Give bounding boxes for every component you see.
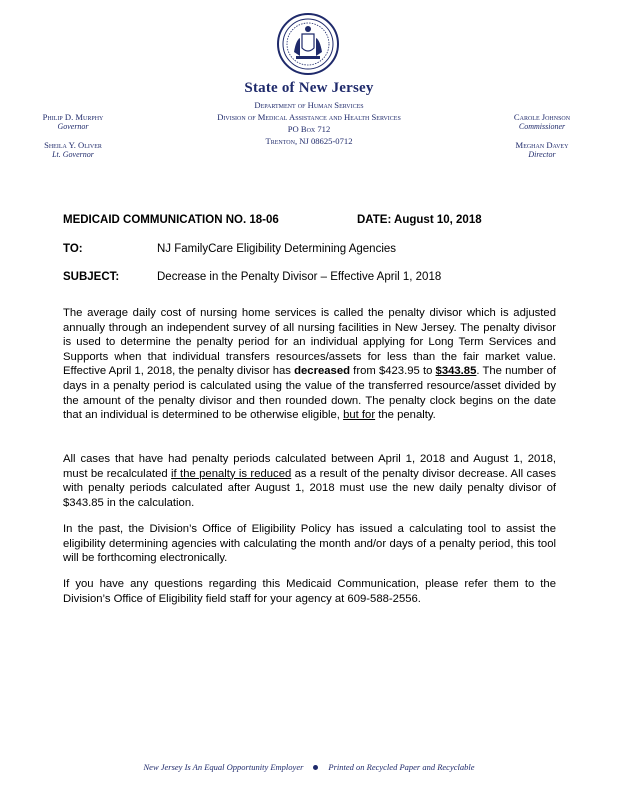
- p1-decreased: decreased: [294, 365, 351, 378]
- director-title: Director: [528, 150, 556, 159]
- paragraph-calculating-tool: In the past, the Division’s Office of Eligibility Policy has issued a calculating tool to assist the eligibility determining agencies with calculating the month and/or days of a penalty period, this tool will be forthcoming electronically.: [63, 523, 556, 565]
- to-value: NJ FamilyCare Eligibility Determining Agencies: [157, 243, 397, 255]
- division-name: Division of Medical Assistance and Health Services: [217, 112, 401, 122]
- paragraph-questions: If you have any questions regarding this Medicaid Communication, please refer them to the Division’s Office of Eligibility field staff for your agency at 609-588-2556.: [63, 578, 556, 605]
- state-title: State of New Jersey: [244, 80, 374, 96]
- p1-but-for: but for: [343, 409, 376, 422]
- p1-text-c: . The number of days in a penalty period is calculated using the value of the transferred resource/asset divided by the amount of the penalty divisor and then rounded down. The penalty clock begins on the date that an individual is determined to be otherwise eligible,: [63, 365, 556, 422]
- p1-text-a: The average daily cost of nursing home services is called the penalty divisor which is adjusted annually through an independent survey of all nursing facilities in New Jersey. The penalty divisor is used to determine the penalty period for an individual applying for Long Term Services and Supports when that individual transfers resources/assets for less than the fair market value. Effective April 1, 2018, the penalty divisor has: [63, 307, 556, 378]
- communication-number: MEDICAID COMMUNICATION NO. 18-06: [63, 214, 279, 226]
- paragraph-penalty-divisor: [63, 306, 556, 423]
- director-name: Meghan Davey: [515, 140, 569, 150]
- p2-text-b: as a result of the penalty divisor decrease. All cases with penalty periods calculated after August 1, 2018 must use the new daily penalty divisor of $343.85 in the calculation.: [63, 467, 556, 509]
- commissioner-title: Commissioner: [518, 122, 566, 131]
- state-seal-icon: [276, 12, 340, 76]
- department-name: Department of Human Services: [254, 100, 364, 110]
- p1-text-b: from $423.95 to: [350, 365, 436, 378]
- p1-new-amount: $343.85: [435, 365, 477, 378]
- lt-governor-title: Lt. Governor: [52, 150, 94, 159]
- po-box: PO Box 712: [287, 124, 331, 134]
- commissioner-name: Carole Johnson: [513, 112, 571, 122]
- p1-text-d: the penalty.: [375, 409, 436, 422]
- p2-text-a: All cases that have had penalty periods calculated between April 1, 2018 and August 1, 2018, must be recalculated: [63, 453, 556, 480]
- governor-title: Governor: [57, 122, 89, 131]
- subject-label: SUBJECT:: [63, 271, 120, 283]
- footer: [0, 762, 618, 772]
- governor-name: Philip D. Murphy: [42, 112, 104, 122]
- commissioner-block: [494, 112, 590, 131]
- subject-value: Decrease in the Penalty Divisor – Effective April 1, 2018: [157, 271, 442, 283]
- paragraph-recalculation: [63, 452, 556, 510]
- city-address: Trenton, NJ 08625-0712: [265, 136, 353, 146]
- bullet-icon: [313, 765, 318, 770]
- to-label: TO:: [63, 243, 83, 255]
- footer-recycled: Printed on Recycled Paper and Recyclable: [328, 762, 475, 772]
- governor-block: [28, 112, 118, 131]
- communication-date: DATE: August 10, 2018: [357, 214, 482, 226]
- director-block: [494, 140, 590, 159]
- lt-governor-block: [28, 140, 118, 159]
- footer-equal-opportunity: New Jersey Is An Equal Opportunity Employer: [143, 762, 304, 772]
- lt-governor-name: Sheila Y. Oliver: [44, 140, 102, 150]
- p2-condition: if the penalty is reduced: [171, 467, 292, 480]
